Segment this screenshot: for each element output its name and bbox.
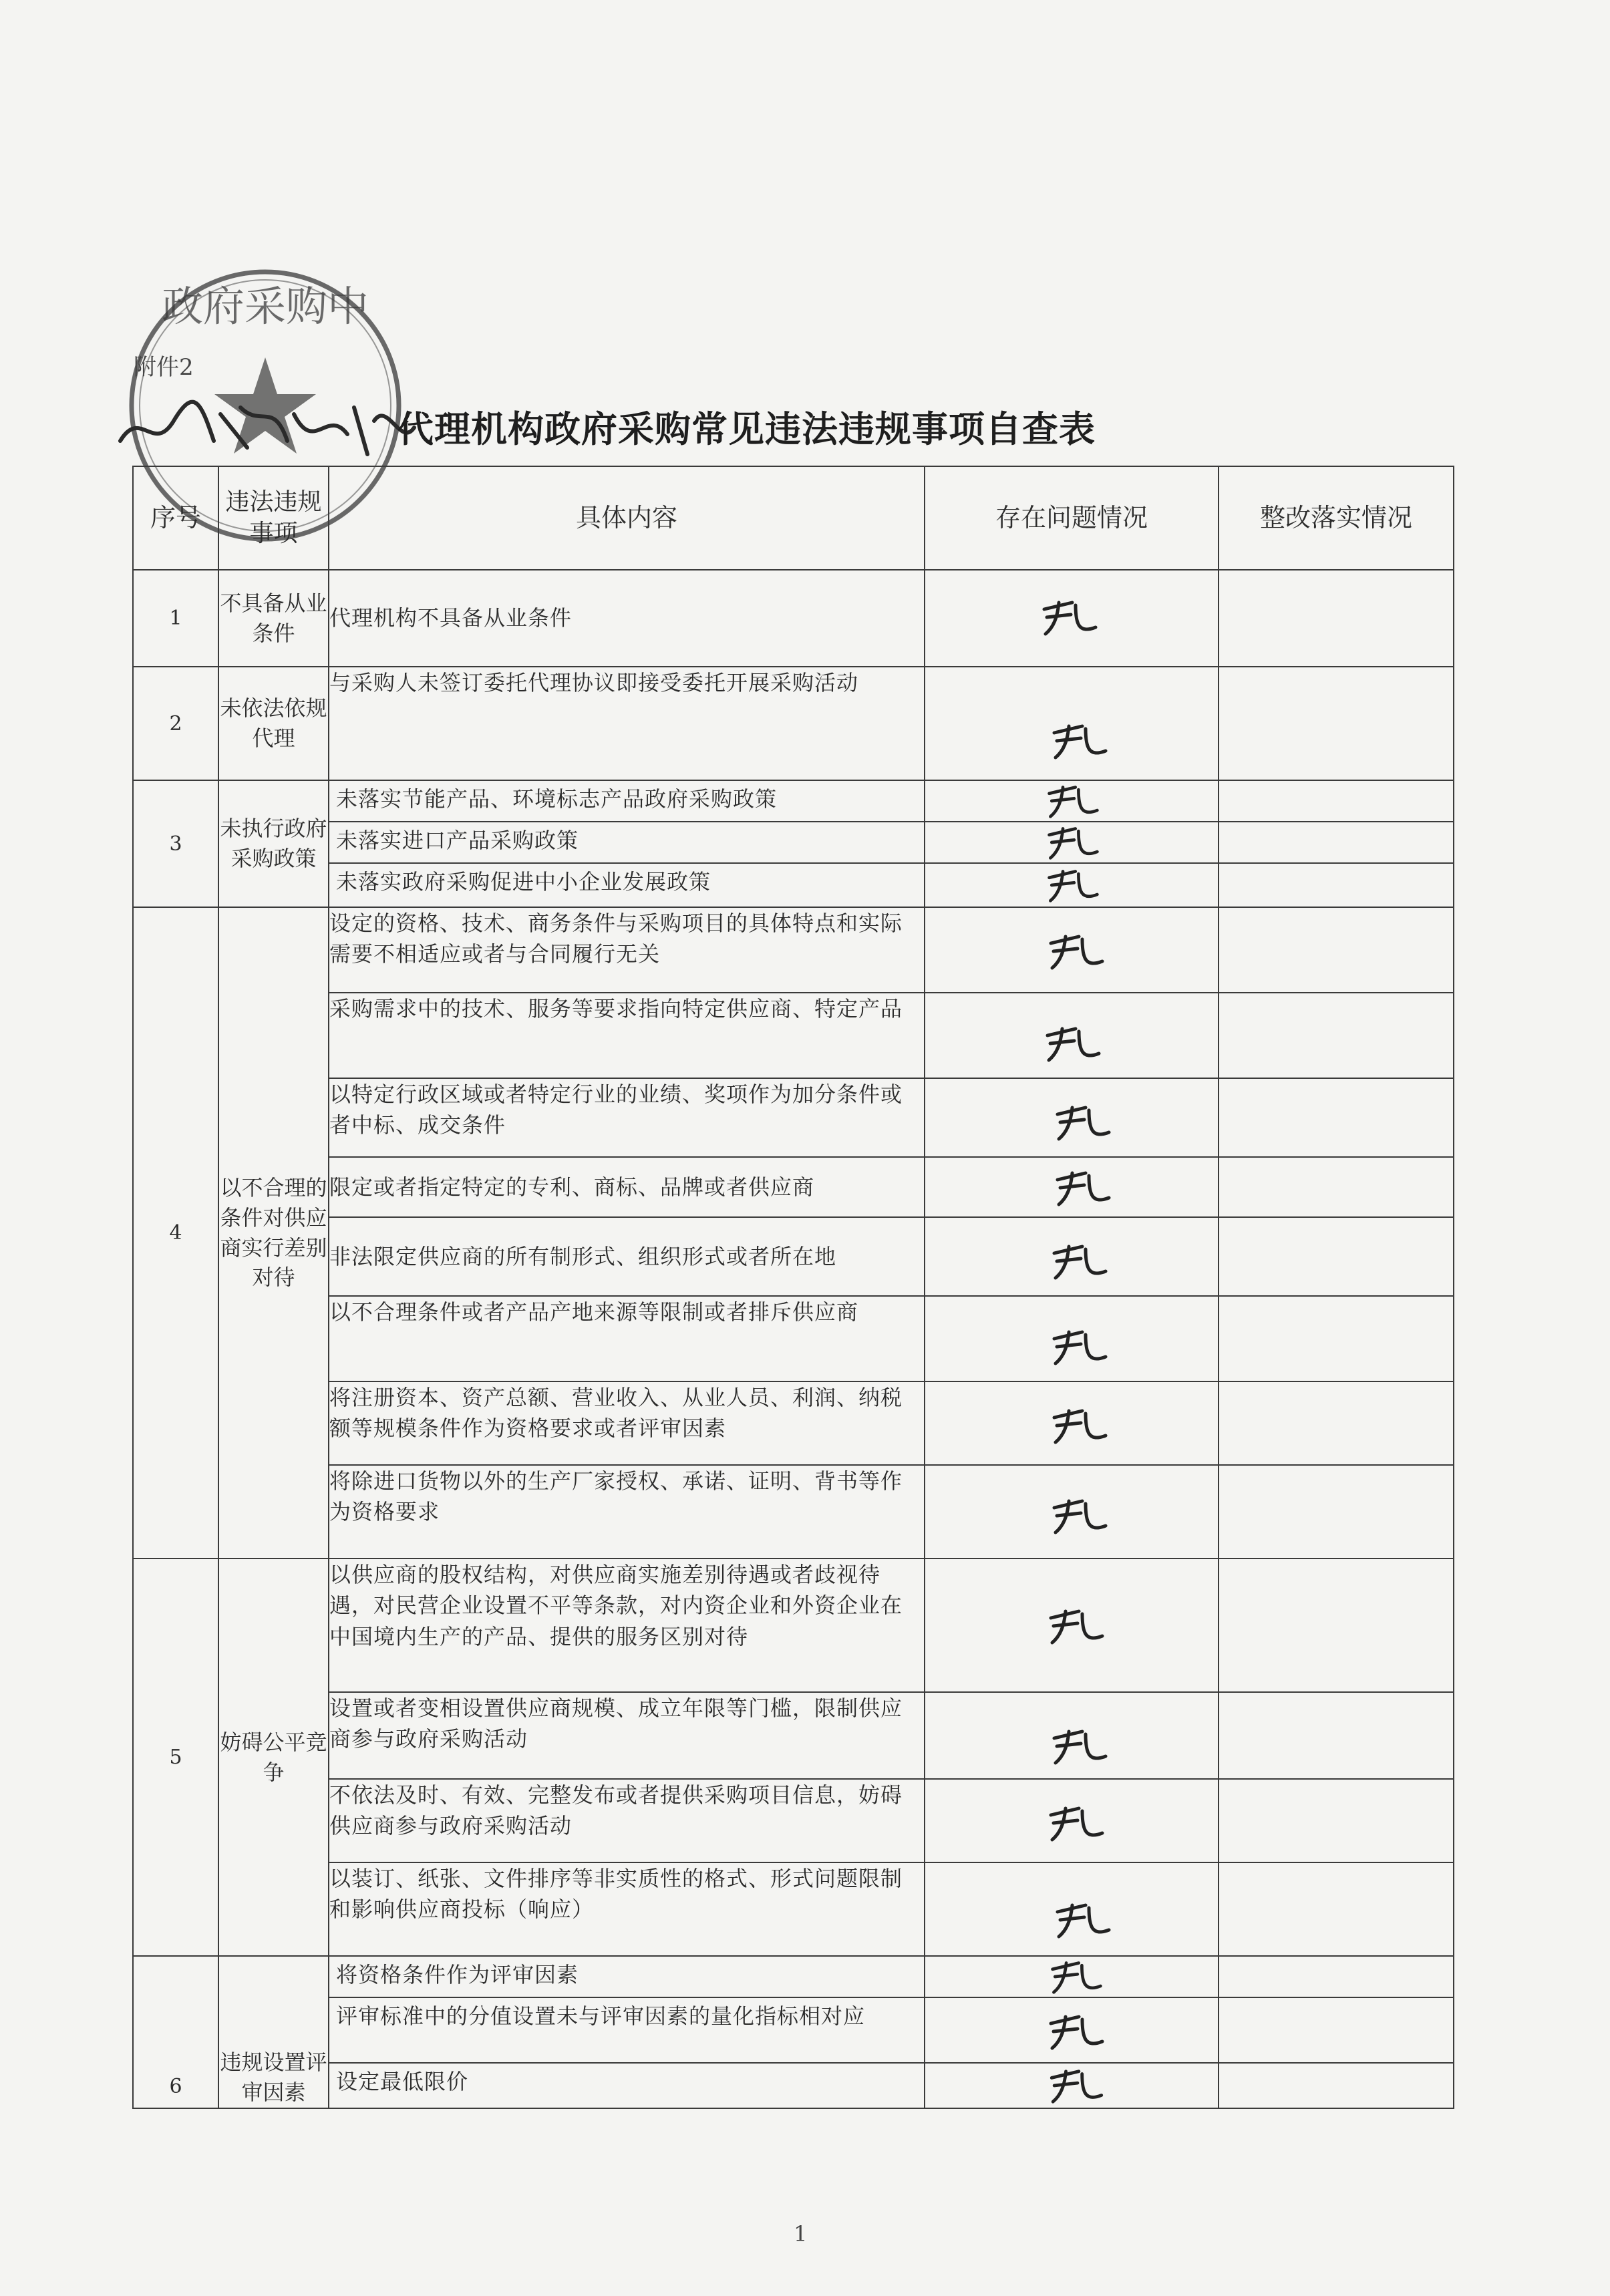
issue-cell (925, 667, 1219, 780)
handwritten-mark-icon (1049, 1726, 1110, 1766)
table-row (133, 1157, 1454, 1217)
table-row (133, 1217, 1454, 1296)
attachment-label: 附件2 (134, 354, 194, 381)
page-number: 1 (794, 2221, 808, 2247)
fix-cell (1219, 570, 1454, 667)
content-cell: 将除进口货物以外的生产厂家授权、承诺、证明、背书等作为资格要求 (329, 1465, 925, 1559)
handwritten-mark-icon (1039, 597, 1100, 637)
category-cell: 妨碍公平竞争 (218, 1559, 329, 1956)
handwritten-mark-icon (1045, 1606, 1107, 1646)
handwritten-mark-icon (1052, 1168, 1114, 1208)
issue-cell (925, 1465, 1219, 1559)
content-cell: 采购需求中的技术、服务等要求指向特定供应商、特定产品 (329, 993, 925, 1078)
fix-cell (1219, 907, 1454, 993)
table-row (133, 1465, 1454, 1559)
content-cell: 将注册资本、资产总额、营业收入、从业人员、利润、纳税额等规模条件作为资格要求或者评审因素 (329, 1381, 925, 1465)
issue-cell (925, 863, 1219, 907)
issue-cell (925, 1217, 1219, 1296)
row-number: 2 (133, 667, 218, 780)
content-cell: 非法限定供应商的所有制形式、组织形式或者所在地 (329, 1217, 925, 1296)
handwritten-mark-icon (1049, 1496, 1110, 1536)
handwritten-signature (114, 381, 421, 468)
fix-cell (1219, 822, 1454, 863)
row-number: 3 (133, 780, 218, 907)
handwritten-mark-icon (1045, 1803, 1107, 1843)
content-cell: 以不合理条件或者产品产地来源等限制或者排斥供应商 (329, 1296, 925, 1381)
handwritten-mark-icon (1045, 2011, 1107, 2052)
fix-cell (1219, 2063, 1454, 2108)
issue-cell (925, 822, 1219, 863)
issue-cell (925, 1078, 1219, 1157)
fix-cell (1219, 1217, 1454, 1296)
header-content: 具体内容 (329, 466, 925, 570)
category-cell: 以不合理的条件对供应商实行差别对待 (218, 907, 329, 1559)
header-no: 序号 (133, 466, 218, 570)
fix-cell (1219, 1692, 1454, 1779)
table-row (133, 570, 1454, 667)
table-row (133, 1692, 1454, 1779)
fix-cell (1219, 667, 1454, 780)
table-row (133, 1296, 1454, 1381)
header-issue: 存在问题情况 (925, 466, 1219, 570)
fix-cell (1219, 1559, 1454, 1692)
category-cell: 不具备从业条件 (218, 570, 329, 667)
handwritten-mark-icon (1042, 782, 1104, 820)
content-cell: 以装订、纸张、文件排序等非实质性的格式、形式问题限制和影响供应商投标（响应） (329, 1862, 925, 1956)
handwritten-mark-icon (1049, 1406, 1110, 1446)
row-number: 1 (133, 570, 218, 667)
content-cell: 代理机构不具备从业条件 (329, 570, 925, 667)
content-cell: 未落实进口产品采购政策 (329, 822, 925, 863)
handwritten-mark-icon (1042, 866, 1104, 904)
table-row (133, 1381, 1454, 1465)
table-row (133, 667, 1454, 780)
issue-cell (925, 1779, 1219, 1862)
content-cell: 设定的资格、技术、商务条件与采购项目的具体特点和实际需要不相适应或者与合同履行无关 (329, 907, 925, 993)
row-number: 6 (133, 1956, 218, 2108)
issue-cell (925, 1559, 1219, 1692)
category-cell: 未执行政府采购政策 (218, 780, 329, 907)
header-category: 违法违规事项 (218, 466, 329, 570)
handwritten-mark-icon (1049, 1241, 1110, 1281)
fix-cell (1219, 1078, 1454, 1157)
handwritten-mark-icon (1045, 931, 1107, 971)
fix-cell (1219, 1997, 1454, 2063)
content-cell: 将资格条件作为评审因素 (329, 1956, 925, 1997)
handwritten-mark-icon (1042, 1023, 1104, 1063)
table-row (133, 1559, 1454, 1692)
handwritten-mark-icon (1052, 1900, 1114, 1940)
issue-cell (925, 570, 1219, 667)
issue-cell (925, 1862, 1219, 1956)
content-cell: 与采购人未签订委托代理协议即接受委托开展采购活动 (329, 667, 925, 780)
content-cell: 设置或者变相设置供应商规模、成立年限等门槛，限制供应商参与政府采购活动 (329, 1692, 925, 1779)
self-check-table (132, 466, 1454, 2109)
fix-cell (1219, 1157, 1454, 1217)
fix-cell (1219, 863, 1454, 907)
handwritten-mark-icon (1045, 1958, 1107, 1995)
fix-cell (1219, 1381, 1454, 1465)
content-cell: 未落实政府采购促进中小企业发展政策 (329, 863, 925, 907)
document-title: 代理机构政府采购常见违法违规事项自查表 (397, 407, 1096, 450)
table-row (133, 907, 1454, 993)
table-row (133, 780, 1454, 822)
svg-text:政府采购中: 政府采购中 (161, 282, 369, 331)
table-row (133, 1997, 1454, 2063)
table-row (133, 993, 1454, 1078)
table-row (133, 2063, 1454, 2108)
content-cell: 未落实节能产品、环境标志产品政府采购政策 (329, 780, 925, 822)
handwritten-mark-icon (1052, 1102, 1114, 1142)
category-cell: 违规设置评审因素 (218, 1956, 329, 2108)
handwritten-mark-icon (1042, 824, 1104, 861)
issue-cell (925, 1296, 1219, 1381)
table-header-row (133, 466, 1454, 570)
row-number: 5 (133, 1559, 218, 1956)
handwritten-mark-icon (1049, 721, 1110, 761)
table-row (133, 1078, 1454, 1157)
issue-cell (925, 907, 1219, 993)
handwritten-mark-icon (1049, 1327, 1110, 1367)
table-row (133, 822, 1454, 863)
handwritten-mark-icon (1045, 2066, 1107, 2105)
fix-cell (1219, 993, 1454, 1078)
table-row (133, 863, 1454, 907)
issue-cell (925, 1381, 1219, 1465)
fix-cell (1219, 1956, 1454, 1997)
issue-cell (925, 1157, 1219, 1217)
issue-cell (925, 1956, 1219, 1997)
category-cell: 未依法依规代理 (218, 667, 329, 780)
fix-cell (1219, 1465, 1454, 1559)
issue-cell (925, 993, 1219, 1078)
row-number: 4 (133, 907, 218, 1559)
issue-cell (925, 780, 1219, 822)
issue-cell (925, 2063, 1219, 2108)
issue-cell (925, 1692, 1219, 1779)
fix-cell (1219, 780, 1454, 822)
table-row (133, 1862, 1454, 1956)
fix-cell (1219, 1862, 1454, 1956)
content-cell: 评审标准中的分值设置未与评审因素的量化指标相对应 (329, 1997, 925, 2063)
table-row (133, 1956, 1454, 1997)
header-fix: 整改落实情况 (1219, 466, 1454, 570)
fix-cell (1219, 1296, 1454, 1381)
content-cell: 以特定行政区域或者特定行业的业绩、奖项作为加分条件或者中标、成交条件 (329, 1078, 925, 1157)
content-cell: 不依法及时、有效、完整发布或者提供采购项目信息，妨碍供应商参与政府采购活动 (329, 1779, 925, 1862)
content-cell: 以供应商的股权结构，对供应商实施差别待遇或者歧视待遇，对民营企业设置不平等条款，对内资企业和外资企业在中国境内生产的产品、提供的服务区别对待 (329, 1559, 925, 1692)
content-cell: 限定或者指定特定的专利、商标、品牌或者供应商 (329, 1157, 925, 1217)
table-row (133, 1779, 1454, 1862)
fix-cell (1219, 1779, 1454, 1862)
content-cell: 设定最低限价 (329, 2063, 925, 2108)
issue-cell (925, 1997, 1219, 2063)
